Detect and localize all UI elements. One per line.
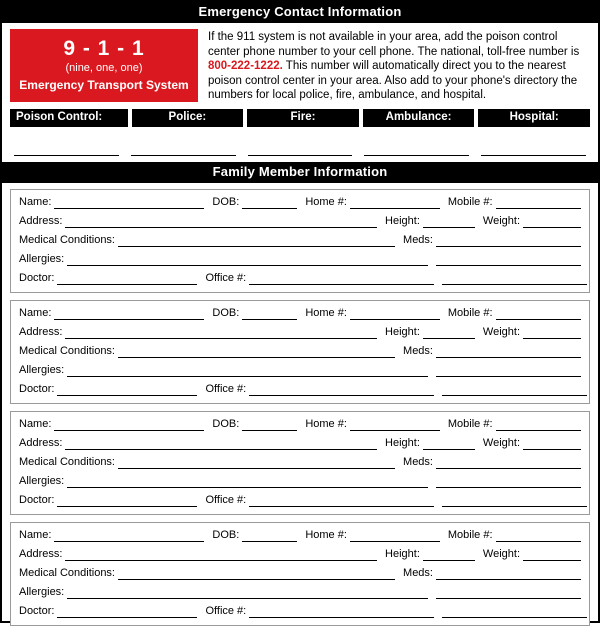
label-weight: Weight: <box>482 325 520 338</box>
member-row-allergies <box>19 253 581 266</box>
input-home[interactable] <box>350 419 440 431</box>
input-height[interactable] <box>423 438 475 450</box>
label-doctor: Doctor: <box>19 271 55 284</box>
label-meds: Meds: <box>403 233 433 246</box>
member-row-address <box>19 326 581 339</box>
input-doctor[interactable] <box>57 495 197 507</box>
label-home: Home #: <box>305 528 347 541</box>
member-row-name <box>19 418 581 431</box>
label-allergies: Allergies: <box>19 252 65 265</box>
input-home[interactable] <box>350 197 440 209</box>
label-height: Height: <box>385 325 420 338</box>
input-name[interactable] <box>54 308 204 320</box>
label-office: Office #: <box>205 382 247 395</box>
member-row-name <box>19 307 581 320</box>
label-home: Home #: <box>305 195 347 208</box>
badge-911 <box>10 29 198 102</box>
member-row-medical <box>19 567 581 580</box>
input-office[interactable] <box>249 606 434 618</box>
member-row-medical <box>19 345 581 358</box>
family-member-card <box>10 411 590 515</box>
member-row-name <box>19 196 581 209</box>
member-row-doctor <box>19 272 581 285</box>
label-office: Office #: <box>205 271 247 284</box>
input-mobile[interactable] <box>496 308 581 320</box>
label-height: Height: <box>385 214 420 227</box>
input-allergies-cont[interactable] <box>436 476 581 488</box>
input-allergies[interactable] <box>67 476 428 488</box>
input-home[interactable] <box>350 308 440 320</box>
label-address: Address: <box>19 325 63 338</box>
label-medical-conditions: Medical Conditions: <box>19 455 115 468</box>
label-doctor: Doctor: <box>19 604 55 617</box>
label-doctor: Doctor: <box>19 493 55 506</box>
input-office-cont[interactable] <box>442 606 587 618</box>
member-row-address <box>19 437 581 450</box>
section-header-emergency: Emergency Contact Information <box>2 2 598 23</box>
input-allergies-cont[interactable] <box>436 254 581 266</box>
label-medical-conditions: Medical Conditions: <box>19 566 115 579</box>
label-mobile: Mobile #: <box>447 195 493 208</box>
input-allergies[interactable] <box>67 254 428 266</box>
label-dob: DOB: <box>212 195 240 208</box>
input-medical-conditions[interactable] <box>118 235 395 247</box>
input-medical-conditions[interactable] <box>118 457 395 469</box>
label-dob: DOB: <box>212 528 240 541</box>
label-mobile: Mobile #: <box>447 306 493 319</box>
label-dob: DOB: <box>212 417 240 430</box>
input-name[interactable] <box>54 530 204 542</box>
input-mobile[interactable] <box>496 197 581 209</box>
contact-input-hospital[interactable] <box>481 133 586 156</box>
input-office[interactable] <box>249 495 434 507</box>
label-meds: Meds: <box>403 455 433 468</box>
contact-value-row <box>2 127 598 162</box>
input-office[interactable] <box>249 384 434 396</box>
label-address: Address: <box>19 214 63 227</box>
label-home: Home #: <box>305 306 347 319</box>
member-row-doctor <box>19 605 581 618</box>
input-doctor[interactable] <box>57 384 197 396</box>
label-doctor: Doctor: <box>19 382 55 395</box>
label-weight: Weight: <box>482 214 520 227</box>
input-height[interactable] <box>423 549 475 561</box>
badge-911-number: 9 - 1 - 1 <box>63 37 145 60</box>
label-weight: Weight: <box>482 436 520 449</box>
member-row-medical <box>19 234 581 247</box>
contact-input-ambulance[interactable] <box>364 133 469 156</box>
label-address: Address: <box>19 436 63 449</box>
member-row-medical <box>19 456 581 469</box>
input-mobile[interactable] <box>496 419 581 431</box>
label-name: Name: <box>19 417 52 430</box>
input-office[interactable] <box>249 273 434 285</box>
emergency-instructions-part2: This number will automatically direct you to the nearest poison control center in your area. Also add to your phone's directory the numbers for local police, fire, ambulance, and hospital. <box>208 60 578 102</box>
input-address[interactable] <box>65 327 377 339</box>
input-weight[interactable] <box>523 216 581 228</box>
member-row-doctor <box>19 383 581 396</box>
input-doctor[interactable] <box>57 606 197 618</box>
input-weight[interactable] <box>523 549 581 561</box>
contact-label-fire: Fire: <box>247 109 359 127</box>
input-home[interactable] <box>350 530 440 542</box>
input-name[interactable] <box>54 197 204 209</box>
label-medical-conditions: Medical Conditions: <box>19 233 115 246</box>
label-allergies: Allergies: <box>19 585 65 598</box>
member-row-doctor <box>19 494 581 507</box>
label-mobile: Mobile #: <box>447 528 493 541</box>
input-allergies[interactable] <box>67 587 428 599</box>
input-meds[interactable] <box>436 346 581 358</box>
input-height[interactable] <box>423 216 475 228</box>
label-meds: Meds: <box>403 566 433 579</box>
label-address: Address: <box>19 547 63 560</box>
label-name: Name: <box>19 306 52 319</box>
label-weight: Weight: <box>482 547 520 560</box>
label-height: Height: <box>385 547 420 560</box>
member-row-address <box>19 215 581 228</box>
member-row-name <box>19 529 581 542</box>
input-meds[interactable] <box>436 568 581 580</box>
label-name: Name: <box>19 195 52 208</box>
contact-label-poison-control: Poison Control: <box>10 109 128 127</box>
input-dob[interactable] <box>242 197 297 209</box>
family-member-card <box>10 522 590 626</box>
badge-911-system: Emergency Transport System <box>19 78 189 92</box>
emergency-intro-row <box>2 23 598 107</box>
input-meds[interactable] <box>436 457 581 469</box>
contact-label-ambulance: Ambulance: <box>363 109 475 127</box>
member-row-allergies <box>19 475 581 488</box>
label-medical-conditions: Medical Conditions: <box>19 344 115 357</box>
member-row-allergies <box>19 586 581 599</box>
label-dob: DOB: <box>212 306 240 319</box>
label-office: Office #: <box>205 493 247 506</box>
input-dob[interactable] <box>242 308 297 320</box>
label-height: Height: <box>385 436 420 449</box>
input-dob[interactable] <box>242 530 297 542</box>
family-member-list <box>2 183 598 626</box>
label-allergies: Allergies: <box>19 363 65 376</box>
input-weight[interactable] <box>523 327 581 339</box>
input-address[interactable] <box>65 438 377 450</box>
label-office: Office #: <box>205 604 247 617</box>
input-weight[interactable] <box>523 438 581 450</box>
input-allergies[interactable] <box>67 365 428 377</box>
contact-input-police[interactable] <box>131 133 236 156</box>
input-allergies-cont[interactable] <box>436 587 581 599</box>
input-allergies-cont[interactable] <box>436 365 581 377</box>
emergency-instructions <box>208 29 590 103</box>
input-address[interactable] <box>65 549 377 561</box>
family-member-card <box>10 189 590 293</box>
input-meds[interactable] <box>436 235 581 247</box>
contact-label-hospital: Hospital: <box>478 109 590 127</box>
poison-control-number: 800-222-1222. <box>208 60 283 73</box>
input-doctor[interactable] <box>57 273 197 285</box>
input-medical-conditions[interactable] <box>118 346 395 358</box>
member-row-allergies <box>19 364 581 377</box>
input-mobile[interactable] <box>496 530 581 542</box>
input-office-cont[interactable] <box>442 495 587 507</box>
label-name: Name: <box>19 528 52 541</box>
label-meds: Meds: <box>403 344 433 357</box>
emergency-instructions-part1: If the 911 system is not available in your area, add the poison control center phone number to your cell phone. The national, toll-free number is <box>208 31 580 58</box>
input-dob[interactable] <box>242 419 297 431</box>
input-height[interactable] <box>423 327 475 339</box>
input-name[interactable] <box>54 419 204 431</box>
label-allergies: Allergies: <box>19 474 65 487</box>
input-address[interactable] <box>65 216 377 228</box>
family-member-card <box>10 300 590 404</box>
label-mobile: Mobile #: <box>447 417 493 430</box>
badge-911-words: (nine, one, one) <box>65 62 143 74</box>
contact-input-fire[interactable] <box>248 133 353 156</box>
contact-label-row <box>2 107 598 127</box>
contact-label-police: Police: <box>132 109 244 127</box>
input-medical-conditions[interactable] <box>118 568 395 580</box>
input-office-cont[interactable] <box>442 384 587 396</box>
input-office-cont[interactable] <box>442 273 587 285</box>
contact-input-poison-control[interactable] <box>14 133 119 156</box>
label-home: Home #: <box>305 417 347 430</box>
section-header-family: Family Member Information <box>2 162 598 183</box>
member-row-address <box>19 548 581 561</box>
